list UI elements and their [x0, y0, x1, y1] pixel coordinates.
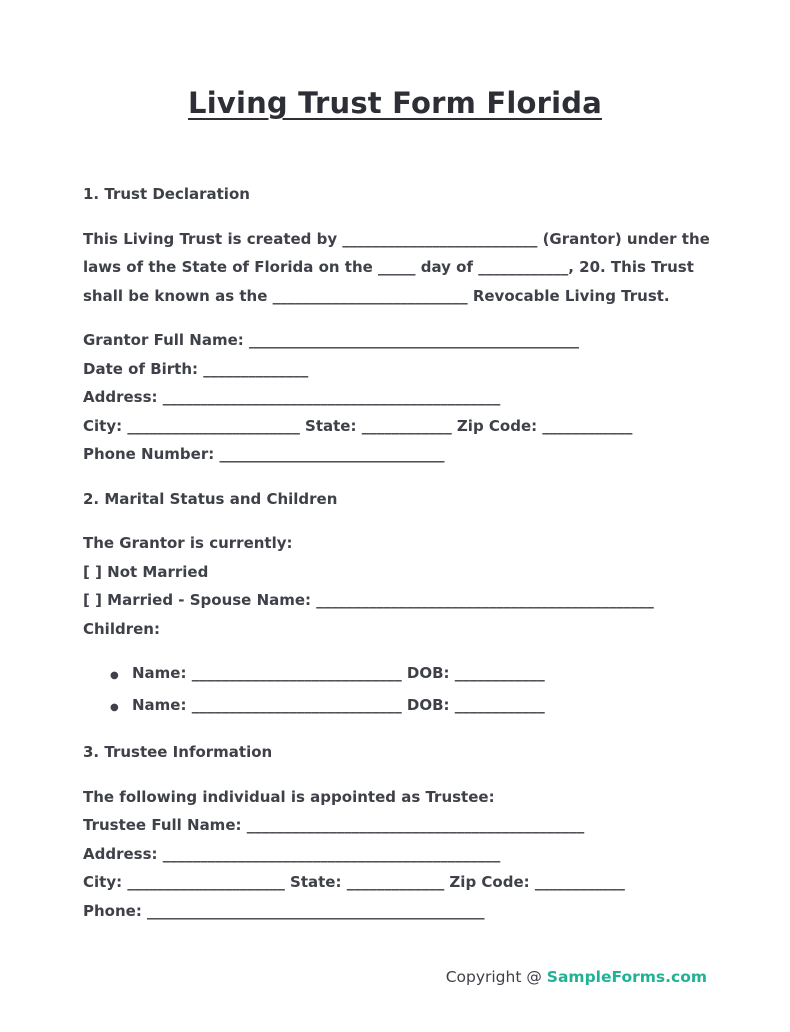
grantor-fields	[83, 326, 707, 469]
copyright-text: Copyright @	[445, 968, 542, 986]
child-name-dob-field: Name: ____________________________ DOB: ____________	[132, 664, 545, 682]
paragraph-line: This Living Trust is created by __________________________ (Grantor) under the	[83, 229, 710, 248]
not-married-checkbox-line: [ ] Not Married	[83, 562, 209, 581]
children-list	[83, 659, 707, 722]
trustee-phone-field: Phone: _____________________________________________	[83, 901, 485, 920]
list-item	[110, 659, 707, 691]
marital-status-options	[83, 529, 707, 643]
date-of-birth-field: Date of Birth: ______________	[83, 359, 309, 378]
married-spouse-name-line: [ ] Married - Spouse Name: _____________________________________________	[83, 591, 654, 609]
list-item	[110, 691, 707, 723]
trustee-fields	[83, 783, 707, 926]
phone-number-field: Phone Number: ______________________________	[83, 445, 445, 463]
address-field: Address: _____________________________________________	[83, 388, 501, 406]
children-label: Children:	[83, 619, 160, 638]
grantor-currently-label: The Grantor is currently:	[83, 534, 293, 552]
trustee-address-field: Address: _____________________________________________	[83, 844, 501, 863]
bullet-icon: ●	[110, 670, 119, 681]
sampleforms-link[interactable]: SampleForms.com	[546, 968, 707, 986]
bullet-icon: ●	[110, 701, 119, 713]
paragraph-line: shall be known as the __________________________ Revocable Living Trust.	[83, 286, 670, 305]
footer	[446, 966, 707, 988]
trustee-intro-line: The following individual is appointed as Trustee:	[83, 787, 495, 806]
section-heading-marital-status: 2. Marital Status and Children	[83, 489, 338, 508]
city-state-zip-field: City: _______________________ State: ____________ Zip Code: ____________	[83, 416, 633, 435]
document-title: Living Trust Form Florida	[188, 86, 602, 120]
child-name-dob-field: Name: ____________________________ DOB: ____________	[132, 695, 545, 714]
trust-declaration-paragraph	[83, 225, 710, 311]
section-heading-trustee-information: 3. Trustee Information	[83, 743, 273, 761]
paragraph-line: laws of the State of Florida on the _____ day of ____________, 20. This Trust	[83, 258, 694, 276]
grantor-full-name-field: Grantor Full Name: ____________________________________________	[83, 331, 579, 349]
trustee-city-state-zip-field: City: _____________________ State: _____________ Zip Code: ____________	[83, 873, 625, 891]
trustee-full-name-field: Trustee Full Name: _____________________________________________	[83, 816, 585, 834]
section-heading-trust-declaration: 1. Trust Declaration	[83, 185, 250, 203]
